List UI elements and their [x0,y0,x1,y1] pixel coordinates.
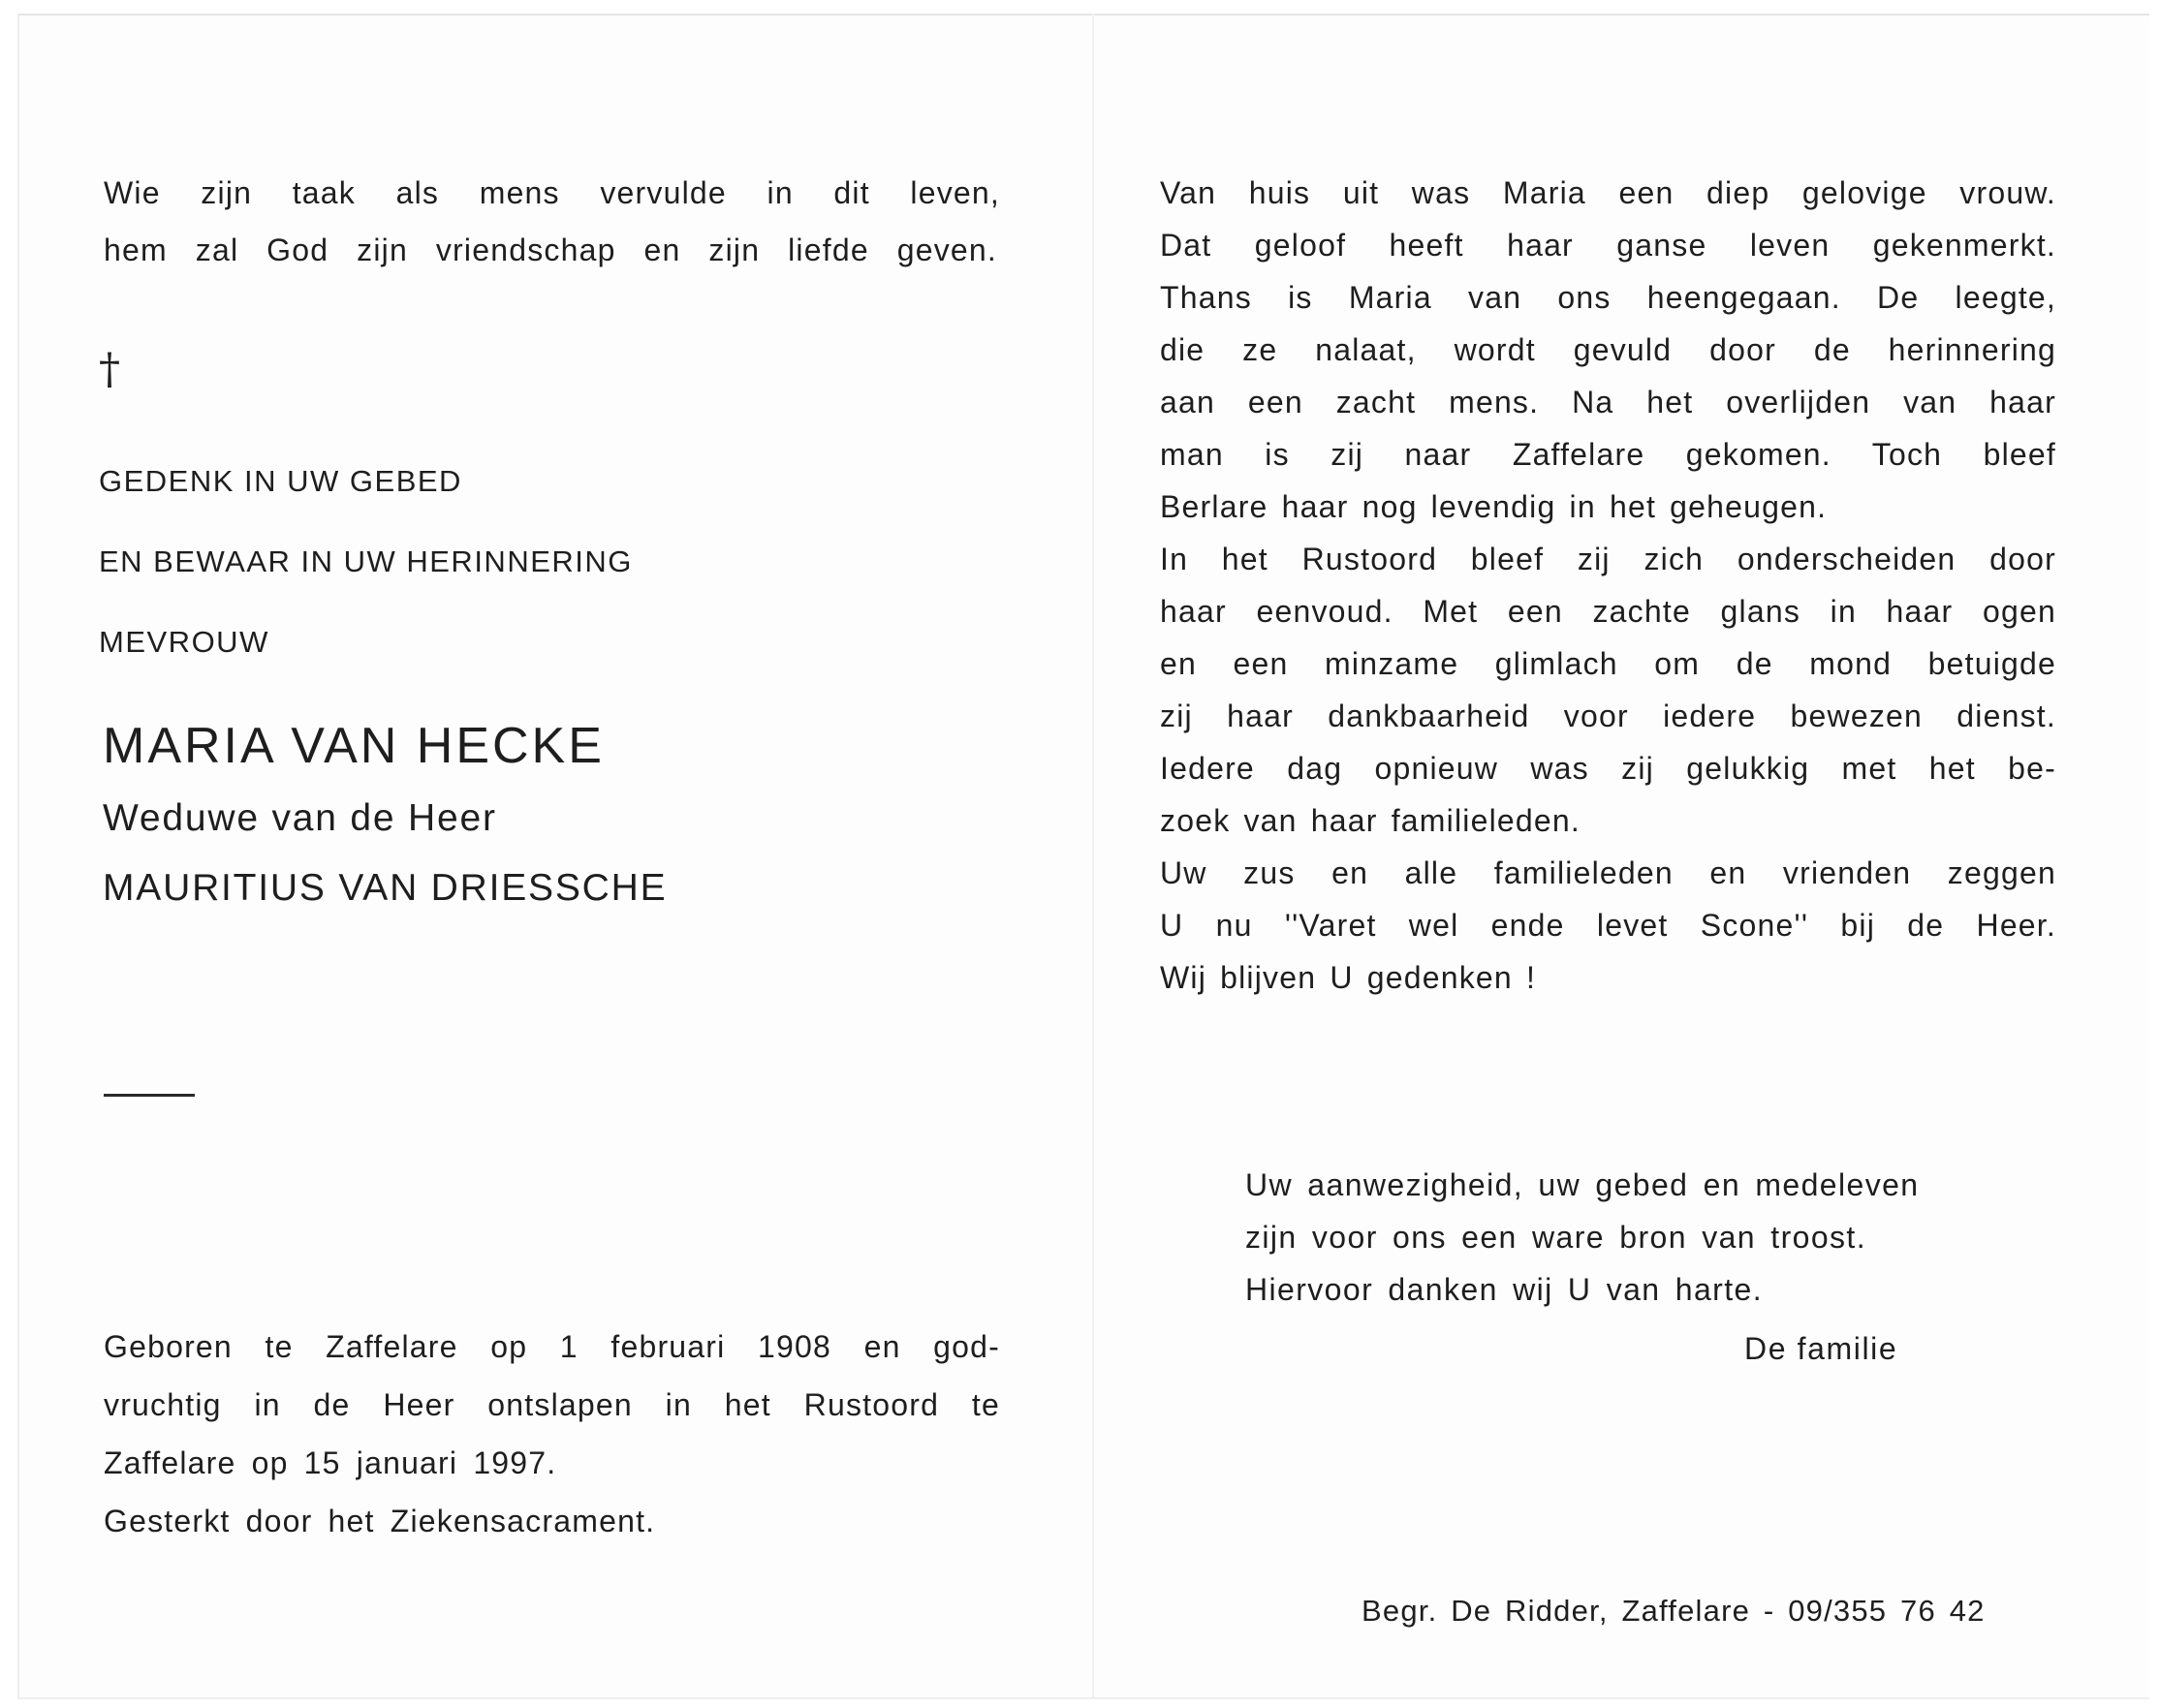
birth-death-line-4: Gesterkt door het Ziekensacrament. [104,1504,656,1538]
bio-line-15: U nu ''Varet wel ende levet Scone'' bij de Heer. [1160,908,2056,943]
bio-line-6: man is zij naar Zaffelare gekomen. Toch bleef [1160,437,2056,472]
bio-line-16: Wij blijven U gedenken ! [1160,960,1537,995]
verse-line-2: hem zal God zijn vriendschap en zijn liefde geven. [104,233,997,267]
thanks-line-2: zijn voor ons een ware bron van troost. [1245,1220,1867,1255]
thanks-line-3: Hiervoor danken wij U van harte. [1245,1272,1764,1307]
separator-dash [104,1094,195,1097]
bio-line-2: Dat geloof heeft haar ganse leven gekenmerkt. [1160,228,2056,263]
bio-line-9: haar eenvoud. Met een zachte glans in haar ogen [1160,594,2056,629]
bio-line-13: zoek van haar familieleden. [1160,803,1581,838]
bio-line-3: Thans is Maria van ons heengegaan. De leegte, [1160,280,2056,315]
cross-icon: † [99,345,120,394]
prayer-line-1: GEDENK IN UW GEBED [99,464,462,498]
bio-line-7: Berlare haar nog levendig in het geheugen. [1160,489,1828,524]
bio-line-10: en een minzame glimlach om de mond betuigde [1160,646,2056,681]
bio-line-1: Van huis uit was Maria een diep gelovige vrouw. [1160,175,2056,210]
birth-death-line-1: Geboren te Zaffelare op 1 februari 1908 en god- [104,1329,1000,1364]
bio-line-14: Uw zus en alle familieleden en vrienden zeggen [1160,855,2056,890]
husband-name: MAURITIUS VAN DRIESSCHE [103,867,668,909]
deceased-name: MARIA VAN HECKE [103,718,605,774]
prayer-line-2: EN BEWAAR IN UW HERINNERING [99,544,633,578]
bio-line-5: aan een zacht mens. Na het overlijden van haar [1160,385,2056,419]
bio-line-12: Iedere dag opnieuw was zij gelukkig met het be- [1160,751,2056,786]
bio-line-8: In het Rustoord bleef zij zich onderscheiden door [1160,542,2056,576]
prayer-line-3: MEVROUW [99,625,269,659]
family-signature: De familie [1744,1331,1898,1366]
bio-line-4: die ze nalaat, wordt gevuld door de herinnering [1160,332,2056,367]
widow-of-label: Weduwe van de Heer [103,797,497,839]
thanks-line-1: Uw aanwezigheid, uw gebed en medeleven [1245,1167,1920,1202]
card-fold-line [1092,14,1094,1699]
verse-line-1: Wie zijn taak als mens vervulde in dit leven, [104,175,1000,210]
birth-death-line-3: Zaffelare op 15 januari 1997. [104,1445,557,1480]
printer-credit: Begr. De Ridder, Zaffelare - 09/355 76 42 [1362,1594,1986,1628]
birth-death-line-2: vruchtig in de Heer ontslapen in het Rustoord te [104,1387,1000,1422]
bio-line-11: zij haar dankbaarheid voor iedere bewezen dienst. [1160,699,2056,733]
